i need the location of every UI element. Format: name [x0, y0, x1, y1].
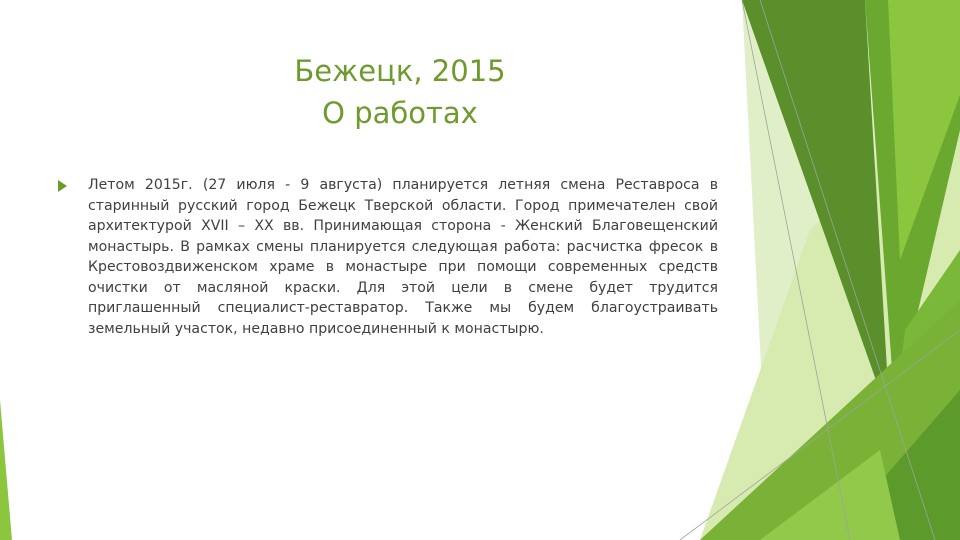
title-line-2: О работах	[322, 96, 478, 130]
title-line-1: Бежецк, 2015	[294, 54, 506, 88]
slide-title	[200, 50, 600, 134]
triangle-bullet-icon	[58, 180, 67, 192]
bullet-text: Летом 2015г. (27 июля - 9 августа) планируется летняя смена Реставроса в старинный русский город Бежецк Тверской области. Город примечателен свой архитектурой XVII – XX вв. Принимающая сторона - Женский Благовещенский монастырь. В рамках смены планируется следующая работа: расчистка фресок в Крестовоздвиженском храме в монастыре при помощи современных средств очистки от масляной краски. Для этой цели в смене будет трудится приглашенный специалист-реставратор. Также мы будем благоустраивать земельный участок, недавно присоединенный к монастырю.	[88, 177, 718, 337]
left-edge-triangle	[0, 400, 12, 540]
